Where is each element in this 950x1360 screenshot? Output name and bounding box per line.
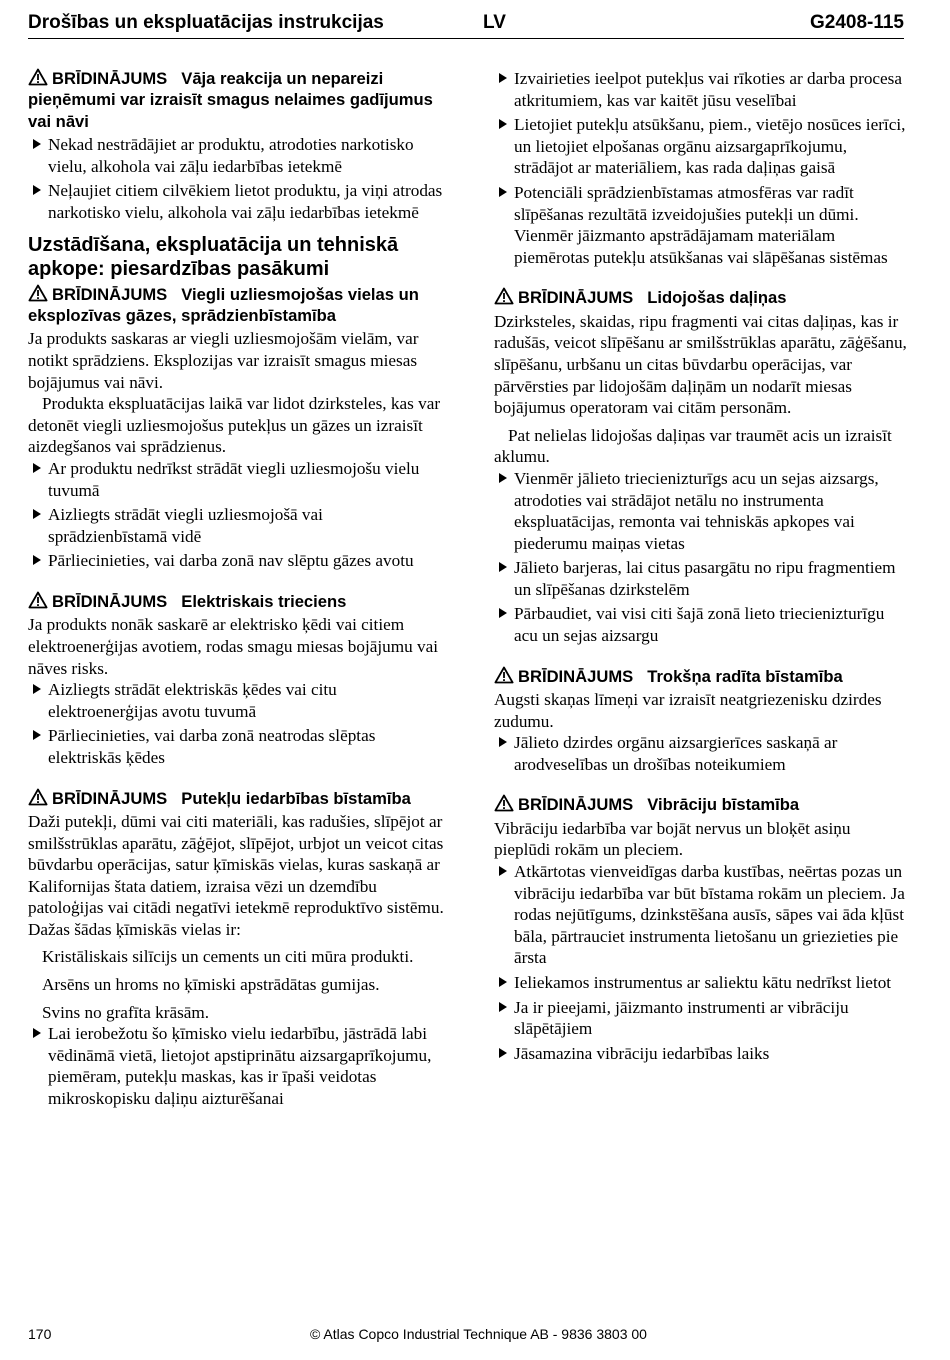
paragraph: Ja produkts nonāk saskarē ar elektrisko ķēdi vai citiem elektroenerģijas avotiem, rodas smagu miesas bojājumu vai nāves risks.: [28, 615, 438, 678]
bullet-list: [494, 732, 910, 775]
arrow-right-icon: [499, 119, 507, 129]
language-code: LV: [483, 12, 506, 33]
warning-keyword: BRĪDINĀJUMS: [52, 69, 168, 88]
arrow-right-icon: [499, 737, 507, 747]
warning-triangle-icon: [28, 591, 48, 609]
warning-triangle-icon: [28, 284, 48, 302]
list-item: Potenciāli sprādzienbīstamas atmosfēras var radīt slīpēšanas rezultātā izveidojušies putekļi un dūmi. Vienmēr jāizmanto apstrādājamam materiālam piemērotas putekļu atsūkšanas vai slāpēšanas sistēmas: [494, 182, 910, 268]
paragraph: Kristāliskais silīcijs un cements un citi mūra produkti.: [42, 947, 414, 967]
arrow-right-icon: [33, 730, 41, 740]
warning-triangle-icon: [494, 287, 514, 305]
list-item: Aizliegts strādāt elektriskās ķēdes vai citu elektroenerģijas avotu tuvumā: [28, 679, 446, 722]
bullet-list: [28, 458, 446, 572]
arrow-right-icon: [33, 684, 41, 694]
list-item: Lietojiet putekļu atsūkšanu, piem., vietējo nosūces ierīci, un lietojiet elpošanas orgānu aizsargaprīkojumu, strādājot ar materiāliem, kas rada daļiņas gaisā: [494, 114, 910, 179]
warning-triangle-icon: [494, 666, 514, 684]
paragraph: Dzirksteles, skaidas, ripu fragmenti vai citas daļiņas, kas ir radušās, veicot slīpēšanu ar smilšstrūklas aparātu, zāģēšanu, slīpēšanu, urbšanu un citas būvdarbu operācijas, var pārvērsties par lidojošām daļiņām un nodarīt miesas bojājumus operatoram vai citām personām.: [494, 311, 907, 418]
document-title: Drošības un ekspluatācijas instrukcijas: [28, 12, 384, 33]
paragraph: Pat nelielas lidojošas daļiņas var traumēt acis un izraisīt aklumu.: [494, 425, 892, 467]
left-column: [28, 68, 446, 1113]
arrow-right-icon: [33, 139, 41, 149]
bullet-list: [28, 679, 446, 768]
list-item: Jālieto barjeras, lai citus pasargātu no ripu fragmentiem un slīpēšanas dzirkstelēm: [494, 557, 910, 600]
paragraph: Daži putekļi, dūmi vai citi materiāli, kas radušies, slīpējot ar smilšstrūklas aparātu, zāģējot, slīpējot, urbjot un veicot citas būvdarbu operācijas, satur ķīmiskās vielas, kuras saskaņā ar Kalifornijas štata datiem, izraisa vēzi un dzemdību patoloģijas vai citādi negatīvi ietekmē reproduktīvo sistēmu. Dažas šādas ķīmiskās vielas ir:: [28, 811, 444, 939]
list-item: Jālieto dzirdes orgānu aizsargierīces saskaņā ar arodveselības un drošības noteikumiem: [494, 732, 910, 775]
arrow-right-icon: [499, 866, 507, 876]
arrow-right-icon: [499, 1048, 507, 1058]
warning-heading: [28, 591, 446, 612]
warning-title: Vibrāciju bīstamība: [647, 795, 800, 815]
page-header: [28, 10, 904, 39]
list-item: Vienmēr jālieto triecienizturīgs acu un sejas aizsargs, atrodoties vai strādājot netālu no instrumenta ekspluatācijas, remonta vai tehniskās apkopes vai piederumu maiņas vietas: [494, 468, 910, 554]
list-item: Aizliegts strādāt viegli uzliesmojošā vai sprādzienbīstamā vidē: [28, 504, 446, 547]
list-item: Neļaujiet citiem cilvēkiem lietot produktu, ja viņi atrodas narkotisko vielu, alkohola vai zāļu iedarbības ietekmē: [28, 180, 446, 223]
arrow-right-icon: [33, 463, 41, 473]
warning-heading: [28, 788, 446, 809]
right-column: [494, 68, 910, 1067]
paragraph: Arsēns un hroms no ķīmiski apstrādātas gumijas.: [42, 975, 380, 995]
warning-triangle-icon: [494, 794, 514, 812]
paragraph: Svins no grafīta krāsām.: [42, 1002, 210, 1022]
warning-title: Elektriskais trieciens: [181, 591, 347, 611]
list-item: Nekad nestrādājiet ar produktu, atrodoties narkotisko vielu, alkohola vai zāļu iedarbības ietekmē: [28, 134, 446, 177]
list-item: Pārbaudiet, vai visi citi šajā zonā lieto triecienizturīgu acu un sejas aizsargu: [494, 603, 910, 646]
arrow-right-icon: [499, 977, 507, 987]
arrow-right-icon: [499, 187, 507, 197]
warning-keyword: BRĪDINĀJUMS: [518, 288, 634, 308]
arrow-right-icon: [499, 562, 507, 572]
paragraph: Ja produkts saskaras ar viegli uzliesmojošām vielām, var notikt sprādziens. Eksplozijas var izraisīt smagus miesas bojājumus vai nāvi.: [28, 329, 419, 392]
document-code: G2408-115: [809, 12, 904, 33]
warning-title: Putekļu iedarbības bīstamība: [181, 788, 411, 808]
list-item: Pārliecinieties, vai darba zonā neatrodas slēptas elektriskās ķēdes: [28, 725, 446, 768]
bullet-list: [494, 68, 910, 268]
arrow-right-icon: [499, 608, 507, 618]
warning-title: Trokšņa radīta bīstamība: [647, 666, 843, 686]
list-item: Ar produktu nedrīkst strādāt viegli uzliesmojošu vielu tuvumā: [28, 458, 446, 501]
list-item: Atkārtotas vienveidīgas darba kustības, neērtas pozas un vibrāciju iedarbība var būt bīstama rokām un pleciem. Ja rodas nejūtīgums, dzinkstēšana ausīs, sāpes vai āda kļūst bāla, pārtrauciet instrumenta lietošanu un griezieties pie ārsta: [494, 861, 910, 969]
section-heading: Uzstādīšana, ekspluatācija un tehniskā apkope: piesardzības pasākumi: [28, 233, 399, 280]
paragraph: Vibrāciju iedarbība var bojāt nervus un bloķēt asiņu pieplūdi rokām un pleciem.: [494, 818, 851, 860]
list-item: Ieliekamos instrumentus ar saliektu kātu nedrīkst lietot: [494, 972, 910, 994]
page-number: 170: [28, 1326, 52, 1342]
warning-keyword: BRĪDINĀJUMS: [518, 795, 634, 815]
list-item: Pārliecinieties, vai darba zonā nav slēptu gāzes avotu: [28, 550, 446, 572]
list-item: Jāsamazina vibrāciju iedarbības laiks: [494, 1043, 910, 1065]
warning-keyword: BRĪDINĀJUMS: [52, 591, 168, 611]
arrow-right-icon: [499, 73, 507, 83]
bullet-list: [494, 861, 910, 1064]
bullet-list: [494, 468, 910, 647]
paragraph: Produkta ekspluatācijas laikā var lidot dzirksteles, kas var detonēt viegli uzliesmojošus putekļus un gāzes un izraisīt aizdegšanos vai sprādzienus.: [28, 394, 441, 457]
warning-keyword: BRĪDINĀJUMS: [52, 284, 168, 304]
paragraph: Augsti skaņas līmeņi var izraisīt neatgriezenisku dzirdes zudumu.: [494, 690, 882, 731]
warning-heading: [28, 68, 446, 132]
arrow-right-icon: [499, 1002, 507, 1012]
warning-keyword: BRĪDINĀJUMS: [518, 666, 634, 686]
arrow-right-icon: [33, 185, 41, 195]
list-item: Lai ierobežotu šo ķīmisko vielu iedarbību, jāstrādā labi vēdināmā vietā, lietojot apstiprinātu aizsargaprīkojumu, piemēram, putekļu maskas, kas ir īpaši veidotas mikroskopisku daļiņu aizturēšanai: [28, 1023, 446, 1109]
warning-heading: [494, 794, 910, 815]
arrow-right-icon: [499, 473, 507, 483]
warning-triangle-icon: [28, 68, 48, 86]
arrow-right-icon: [33, 509, 41, 519]
warning-title: Vāja reakcija un nepareizi pieņēmumi var izraisīt smagus nelaimes gadījumus vai nāvi: [28, 69, 433, 131]
warning-title: Viegli uzliesmojošas vielas un eksplozīvas gāzes, sprādzienbīstamība: [28, 284, 419, 325]
warning-triangle-icon: [28, 788, 48, 806]
arrow-right-icon: [33, 555, 41, 565]
warning-title: Lidojošas daļiņas: [647, 288, 787, 308]
list-item: Izvairieties ieelpot putekļus vai rīkoties ar darba procesa atkritumiem, kas var kaitēt jūsu veselībai: [494, 68, 910, 111]
warning-keyword: BRĪDINĀJUMS: [52, 788, 168, 808]
arrow-right-icon: [33, 1028, 41, 1038]
warning-heading: [28, 284, 446, 327]
bullet-list: [28, 134, 446, 223]
warning-heading: [494, 666, 910, 687]
warning-heading: [494, 287, 910, 308]
copyright-notice: © Atlas Copco Industrial Technique AB - 9836 3803 00: [310, 1326, 647, 1342]
bullet-list: [28, 1023, 446, 1109]
list-item: Ja ir pieejami, jāizmanto instrumenti ar vibrāciju slāpētājiem: [494, 997, 910, 1040]
